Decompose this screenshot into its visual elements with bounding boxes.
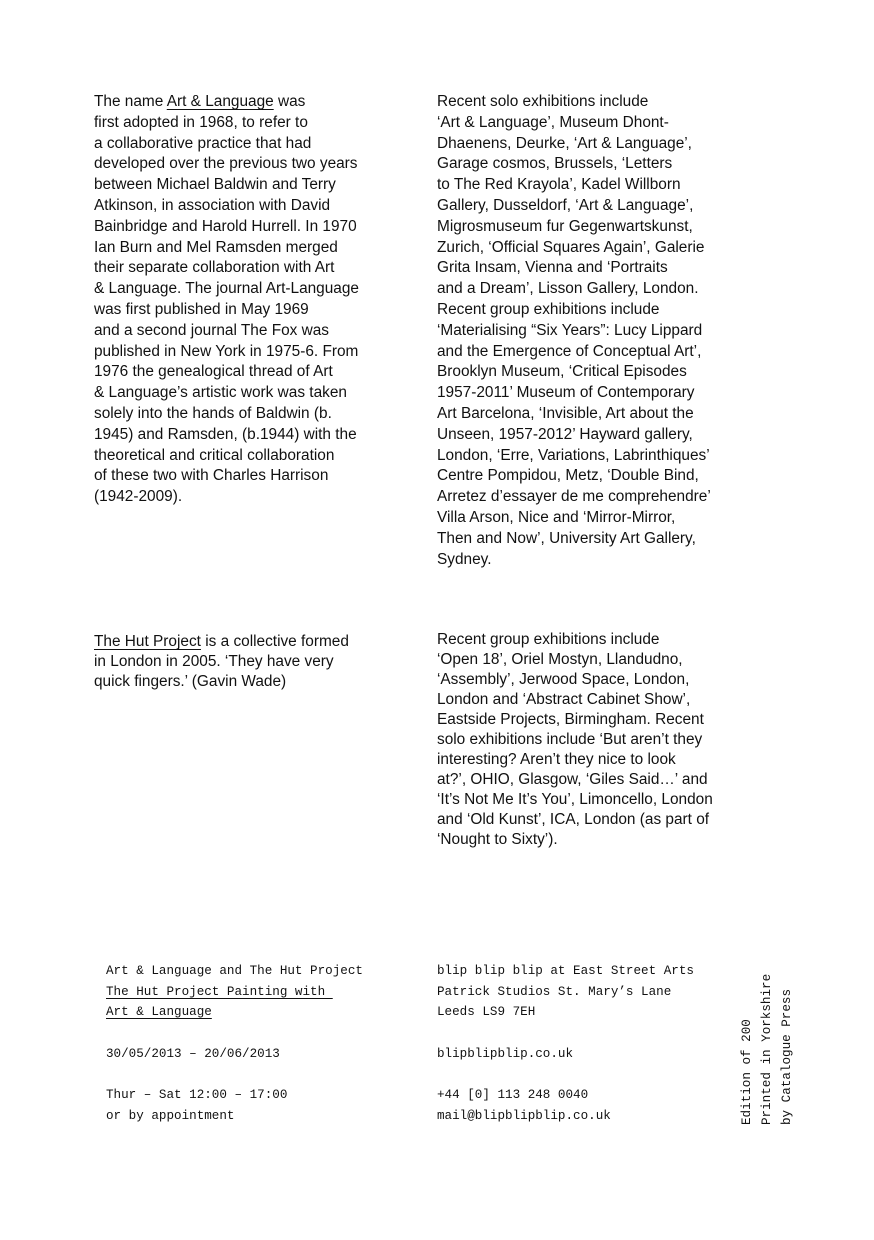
footer-exhibition-info	[106, 961, 363, 1127]
website-link[interactable]: blipblipblip.co.uk	[437, 1046, 574, 1061]
address-line-1: Patrick Studios St. Mary’s Lane	[437, 984, 672, 999]
artists-line: Art & Language and The Hut Project	[106, 964, 363, 978]
appointment-note: or by appointment	[106, 1108, 235, 1123]
hut-project-bio	[94, 632, 394, 692]
art-language-bio	[94, 92, 394, 508]
art-language-exhibitions-text: Recent solo exhibitions include ‘Art & Language’, Museum Dhont- Dhaenens, Deurke, ‘Art & Language’, Garage cosmos, Brussels, ‘Letters to The Red Krayola’, Kadel Willborn Gallery, Dusseldorf, ‘Art & Language’, Migrosmuseum fur Gegenwartskunst, Zurich, ‘Official Squares Again’, Galerie Grita Insam, Vienna and ‘Portraits and a Dream’, Lisson Gallery, London. Recent group exhibitions include ‘Materialising “Six Years”: Lucy Lippard and the Emergence of Conceptual Art’, Brooklyn Museum, ‘Critical Episodes 1957-2011’ Museum of Contemporary Art Barcelona, ‘Invisible, Art about the Unseen, 1957-2012’ Hayward gallery, London, ‘Erre, Variations, Labrinthiques’ Centre Pompidou, Metz, ‘Double Bind, Arretez d’essayer de me comprehendre’ Villa Arson, Nice and ‘Mirror-Mirror, Then and Now’, University Art Gallery, Sydney.	[437, 93, 711, 568]
exhibition-title-line-1[interactable]: The Hut Project Painting with	[106, 984, 333, 999]
exhibition-title-line-2[interactable]: Art & Language	[106, 1005, 212, 1020]
art-language-bio-text	[94, 92, 394, 508]
hut-project-exhibitions	[437, 630, 747, 850]
hut-project-exhibitions-text: Recent group exhibitions include ‘Open 18’, Oriel Mostyn, Llandudno, ‘Assembly’, Jerwood Space, London, London and ‘Abstract Cabinet Show’, Eastside Projects, Birmingham. Recent solo exhibitions include ‘But aren’t they interesting? Aren’t they nice to look at?’, OHIO, Glasgow, ‘Giles Said…’ and ‘It’s Not Me It’s You’, Limoncello, London and ‘Old Kunst’, ICA, London (as part of ‘Nought to Sixty’).	[437, 631, 713, 848]
hut-bio-rest: is a collective formed in London in 2005. ‘They have very quick fingers.’ (Gavin Wade)	[94, 633, 349, 690]
opening-hours: Thur – Sat 12:00 – 17:00	[106, 1088, 288, 1103]
footer-venue-info	[437, 961, 694, 1127]
bio-rest: was first adopted in 1968, to refer to a collaborative practice that had developed over the previous two years between Michael Baldwin and Terry Atkinson, in association with David Bainbridge and Harold Hurrell. In 1970 Ian Burn and Mel Ramsden merged their separate collaboration with Art & Language. The journal Art-Language was first published in May 1969 and a second journal The Fox was published in New York in 1975-6. From 1976 the genealogical thread of Art & Language’s artistic work was taken solely into the hands of Baldwin (b. 1945) and Ramsden, (b.1944) with the theoretical and critical collaboration of these two with Charles Harrison (1942-2009).	[94, 93, 359, 506]
printed-note: Printed in Yorkshire	[760, 973, 775, 1125]
address-line-2: Leeds LS9 7EH	[437, 1005, 536, 1020]
edition-note: Edition of 200	[740, 1019, 754, 1125]
bio-lead: The name	[94, 93, 167, 110]
art-language-link[interactable]: Art & Language	[166, 93, 274, 110]
colophon	[737, 965, 797, 1125]
hut-project-bio-text	[94, 632, 394, 692]
phone-number: +44 [0] 113 248 0040	[437, 1088, 589, 1103]
hut-project-link[interactable]: The Hut Project	[94, 633, 201, 650]
press-note: by Catalogue Press	[780, 988, 795, 1125]
exhibition-dates: 30/05/2013 – 20/06/2013	[106, 1046, 280, 1061]
art-language-exhibitions	[437, 92, 747, 570]
email-link[interactable]: mail@blipblipblip.co.uk	[437, 1108, 611, 1123]
venue-name: blip blip blip at East Street Arts	[437, 964, 694, 978]
